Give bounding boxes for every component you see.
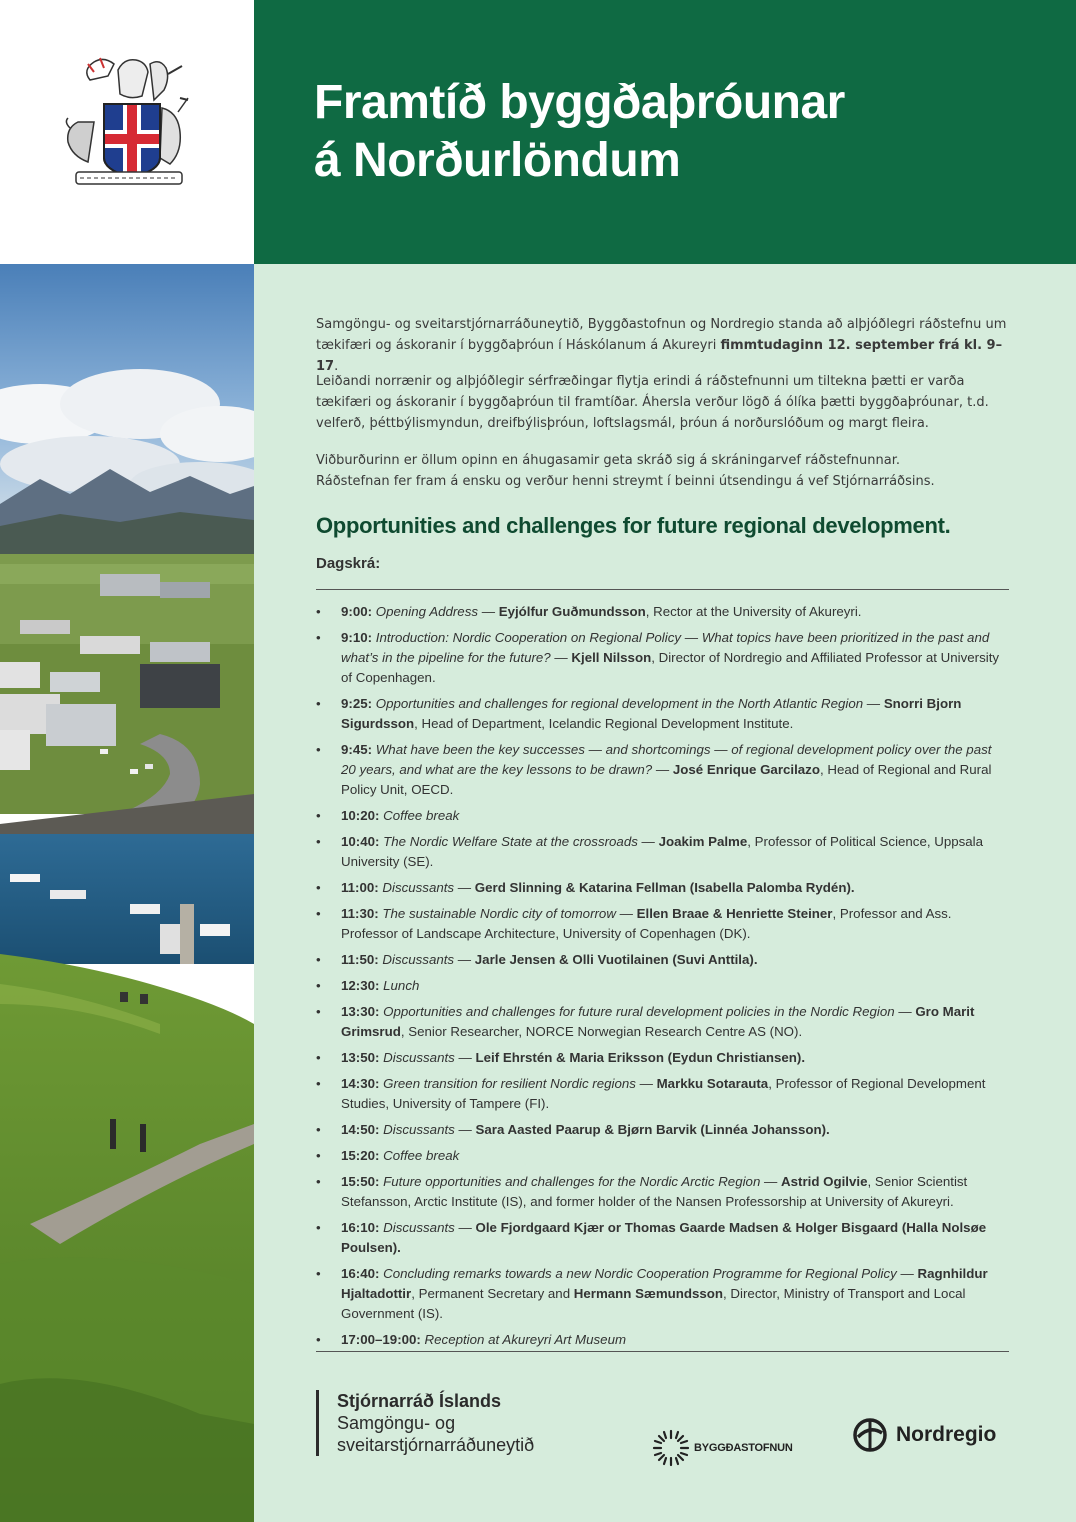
agenda-details: , Head of Regional and Rural Policy Unit, OECD. bbox=[341, 762, 992, 797]
agenda-session: Concluding remarks towards a new Nordic Cooperation Programme for Regional Policy — bbox=[383, 1266, 914, 1281]
agenda-session: Discussants — bbox=[383, 1122, 472, 1137]
bullet-marker: • bbox=[316, 906, 321, 921]
coat-of-arms-icon bbox=[0, 0, 254, 264]
landscape-photo bbox=[0, 264, 254, 1522]
agenda-speaker: Ole Fjordgaard Kjær or Thomas Gaarde Madsen & Holger Bisgaard (Halla Nolsøe Poulsen). bbox=[341, 1220, 987, 1255]
bullet-marker: • bbox=[316, 742, 321, 757]
agenda-speaker: Astrid Ogilvie bbox=[781, 1174, 868, 1189]
intro-p3-line-1: Viðburðurinn er öllum opinn en áhugasamir geta skráð sig á skráningarvef ráðstefnunnar. bbox=[316, 453, 901, 468]
agenda-time: 16:40: bbox=[341, 1266, 380, 1281]
agenda-session: Opening Address — bbox=[375, 604, 495, 619]
agenda-time: 11:00: bbox=[341, 880, 379, 895]
agenda-time: 9:25: bbox=[341, 696, 373, 711]
agenda-item bbox=[316, 950, 1009, 970]
ministry-logo bbox=[316, 1390, 534, 1456]
bullet-marker: • bbox=[316, 1148, 321, 1163]
agenda-session: Opportunities and challenges for future rural development policies in the Nordic Region — bbox=[383, 1004, 912, 1019]
bullet-marker: • bbox=[316, 630, 321, 645]
agenda-time: 14:50: bbox=[341, 1122, 380, 1137]
bullet-marker: • bbox=[316, 1266, 321, 1281]
agenda-speaker: Ellen Braae & Henriette Steiner bbox=[636, 906, 833, 921]
agenda-item bbox=[316, 1120, 1009, 1140]
agenda-time: 10:20: bbox=[341, 808, 380, 823]
agenda-details: , Senior Scientist Stefansson, Arctic Institute (IS), and former holder of the Nansen Professorship at University of Akureyri. bbox=[341, 1174, 968, 1209]
agenda-speaker: Markku Sotarauta bbox=[656, 1076, 769, 1091]
agenda-time: 12:30: bbox=[341, 978, 380, 993]
intro-p3-line-2: Ráðstefnan fer fram á ensku og verður henni streymt í beinni útsendingu á vef Stjórnarráðsins. bbox=[316, 474, 935, 489]
agenda-item bbox=[316, 904, 1009, 944]
agenda-speaker: Hermann Sæmundsson bbox=[573, 1286, 724, 1301]
agenda-speaker: José Enrique Garcilazo bbox=[672, 762, 820, 777]
harbor-landscape-image bbox=[0, 264, 254, 1522]
byggdastofnun-logo bbox=[652, 1429, 793, 1467]
byggdastofnun-logo-icon bbox=[652, 1429, 690, 1467]
bullet-marker: • bbox=[316, 880, 321, 895]
agenda-speaker: Leif Ehrstén & Maria Eriksson (Eydun Christiansen). bbox=[475, 1050, 806, 1065]
agenda-item bbox=[316, 1264, 1009, 1324]
content-panel bbox=[254, 264, 1076, 1522]
agenda-speaker: Jarle Jensen & Olli Vuotilainen (Suvi Anttila). bbox=[474, 952, 758, 967]
byggdastofnun-label: BYGGÐASTOFNUN bbox=[694, 1442, 793, 1454]
agenda-session: Discussants — bbox=[383, 1220, 472, 1235]
agenda-time: 11:50: bbox=[341, 952, 379, 967]
agenda-item bbox=[316, 1074, 1009, 1114]
ministry-sub-2: sveitarstjórnarráðuneytið bbox=[337, 1435, 535, 1455]
agenda-time: 9:45: bbox=[341, 742, 373, 757]
agenda-details: , Director, Ministry of Transport and Local Government (IS). bbox=[341, 1286, 966, 1321]
title-line-1: Framtíð byggðaþróunar bbox=[314, 76, 845, 129]
agenda-session: Discussants — bbox=[383, 1050, 472, 1065]
agenda-session: The sustainable Nordic city of tomorrow — bbox=[382, 906, 633, 921]
agenda-item bbox=[316, 832, 1009, 872]
agenda-time: 15:20: bbox=[341, 1148, 380, 1163]
agenda-time: 13:30: bbox=[341, 1004, 380, 1019]
agenda-details: , Professor of Political Science, Uppsala University (SE). bbox=[341, 834, 984, 869]
agenda-label: Dagskrá: bbox=[316, 555, 381, 572]
agenda-session: Discussants — bbox=[382, 952, 472, 967]
agenda-details: , Permanent Secretary and bbox=[411, 1286, 574, 1301]
agenda-item bbox=[316, 878, 1009, 898]
intro-paragraph-2: Leiðandi norrænir og alþjóðlegir sérfræðingar flytja erindi á ráðstefnunni um tiltekna þætti er varða tækifæri og áskoranir í byggðaþróun til framtíðar. Áhersla verður lögð á ólíka þætti byggðaþróunar, t.d. velferð, þéttbýlismyndun, dreifbýlisþróun, loftslagsmál, þróun á norðurslóðum og margt fleira. bbox=[316, 374, 989, 431]
bullet-marker: • bbox=[316, 1332, 321, 1347]
agenda-item bbox=[316, 628, 1009, 688]
agenda-speaker: Joakim Palme bbox=[658, 834, 748, 849]
nordregio-logo-icon bbox=[852, 1417, 888, 1453]
agenda-item bbox=[316, 740, 1009, 800]
header-banner bbox=[254, 0, 1076, 264]
intro-p1-text: Samgöngu- og sveitarstjórnarráðuneytið, Byggðastofnun og Nordregio standa að alþjóðlegri ráðstefnu um tækifæri og áskoranir í byggðaþróun í Háskólanum á Akureyri bbox=[316, 317, 1007, 353]
agenda-time: 9:00: bbox=[341, 604, 373, 619]
page-title bbox=[314, 74, 845, 190]
agenda-details: , Rector at the University of Akureyri. bbox=[645, 604, 862, 619]
agenda-item bbox=[316, 602, 1009, 622]
agenda-time: 14:30: bbox=[341, 1076, 380, 1091]
bullet-marker: • bbox=[316, 1076, 321, 1091]
bullet-marker: • bbox=[316, 952, 321, 967]
agenda-time: 9:10: bbox=[341, 630, 373, 645]
agenda-speaker: Ragnhildur Hjaltadottir bbox=[341, 1266, 988, 1301]
bullet-marker: • bbox=[316, 696, 321, 711]
agenda-session: What have been the key successes — and shortcomings — of regional development policy over the past 20 years, and what are the key lessons to be drawn? — bbox=[341, 742, 992, 777]
agenda-list bbox=[316, 602, 1009, 1356]
bullet-marker: • bbox=[316, 808, 321, 823]
intro-p1-date: fimmtudaginn 12. september frá kl. 9–17 bbox=[316, 338, 1003, 374]
intro-paragraph-3 bbox=[316, 450, 1016, 492]
bullet-marker: • bbox=[316, 1174, 321, 1189]
agenda-details: , Director of Nordregio and Affiliated Professor at University of Copenhagen. bbox=[341, 650, 1000, 685]
agenda-session: Coffee break bbox=[383, 808, 460, 823]
bullet-marker: • bbox=[316, 1004, 321, 1019]
agenda-session: The Nordic Welfare State at the crossroads — bbox=[383, 834, 655, 849]
agenda-speaker: Snorri Bjorn Sigurdsson bbox=[341, 696, 962, 731]
agenda-time: 15:50: bbox=[341, 1174, 380, 1189]
intro-p1-end: . bbox=[334, 359, 339, 374]
agenda-details: , Head of Department, Icelandic Regional Development Institute. bbox=[414, 716, 794, 731]
bullet-marker: • bbox=[316, 834, 321, 849]
agenda-session: Green transition for resilient Nordic regions — bbox=[383, 1076, 653, 1091]
agenda-speaker: Gro Marit Grimsrud bbox=[341, 1004, 975, 1039]
agenda-details: , Senior Researcher, NORCE Norwegian Research Centre AS (NO). bbox=[400, 1024, 803, 1039]
coat-of-arms-panel bbox=[0, 0, 254, 264]
agenda-speaker: Sara Aasted Paarup & Bjørn Barvik (Linnéa Johansson). bbox=[475, 1122, 830, 1137]
divider bbox=[316, 589, 1009, 590]
bullet-marker: • bbox=[316, 978, 321, 993]
agenda-time: 13:50: bbox=[341, 1050, 380, 1065]
agenda-session: Opportunities and challenges for regional development in the North Atlantic Region — bbox=[375, 696, 881, 711]
agenda-session: Lunch bbox=[383, 978, 420, 993]
agenda-item bbox=[316, 1048, 1009, 1068]
agenda-speaker: Kjell Nilsson bbox=[571, 650, 652, 665]
bullet-marker: • bbox=[316, 1220, 321, 1235]
agenda-session: Future opportunities and challenges for the Nordic Arctic Region — bbox=[383, 1174, 778, 1189]
agenda-item bbox=[316, 1330, 1009, 1350]
section-subtitle: Opportunities and challenges for future regional development. bbox=[316, 513, 951, 538]
bullet-marker: • bbox=[316, 1050, 321, 1065]
agenda-item bbox=[316, 1218, 1009, 1258]
ministry-name: Stjórnarráð Íslands bbox=[337, 1391, 502, 1411]
agenda-item bbox=[316, 694, 1009, 734]
nordregio-logo bbox=[852, 1417, 996, 1453]
agenda-session: Discussants — bbox=[382, 880, 472, 895]
agenda-item bbox=[316, 1172, 1009, 1212]
bullet-marker: • bbox=[316, 1122, 321, 1137]
agenda-item bbox=[316, 1146, 1009, 1166]
bullet-marker: • bbox=[316, 604, 321, 619]
agenda-time: 16:10: bbox=[341, 1220, 380, 1235]
agenda-details: , Professor and Ass. Professor of Landscape Architecture, University of Copenhagen (DK). bbox=[341, 906, 952, 941]
agenda-item bbox=[316, 976, 1009, 996]
agenda-speaker: Gerd Slinning & Katarina Fellman (Isabella Palomba Rydén). bbox=[474, 880, 855, 895]
intro-paragraph-1 bbox=[316, 314, 1016, 377]
agenda-item bbox=[316, 806, 1009, 826]
agenda-item bbox=[316, 1002, 1009, 1042]
title-line-2: á Norðurlöndum bbox=[314, 134, 681, 187]
agenda-session: Introduction: Nordic Cooperation on Regional Policy — What topics have been prioritized in the past and what’s in the pipeline for the future? — bbox=[341, 630, 990, 665]
agenda-time: 11:30: bbox=[341, 906, 379, 921]
agenda-speaker: Eyjólfur Guðmundsson bbox=[498, 604, 646, 619]
agenda-session: Reception at Akureyri Art Museum bbox=[424, 1332, 627, 1347]
divider bbox=[316, 1351, 1009, 1352]
agenda-time: 17:00–19:00: bbox=[341, 1332, 421, 1347]
agenda-time: 10:40: bbox=[341, 834, 380, 849]
agenda-details: , Professor of Regional Development Studies, University of Tampere (FI). bbox=[341, 1076, 986, 1111]
ministry-sub-1: Samgöngu- og bbox=[337, 1413, 456, 1433]
agenda-session: Coffee break bbox=[383, 1148, 460, 1163]
nordregio-label: Nordregio bbox=[896, 1423, 997, 1446]
